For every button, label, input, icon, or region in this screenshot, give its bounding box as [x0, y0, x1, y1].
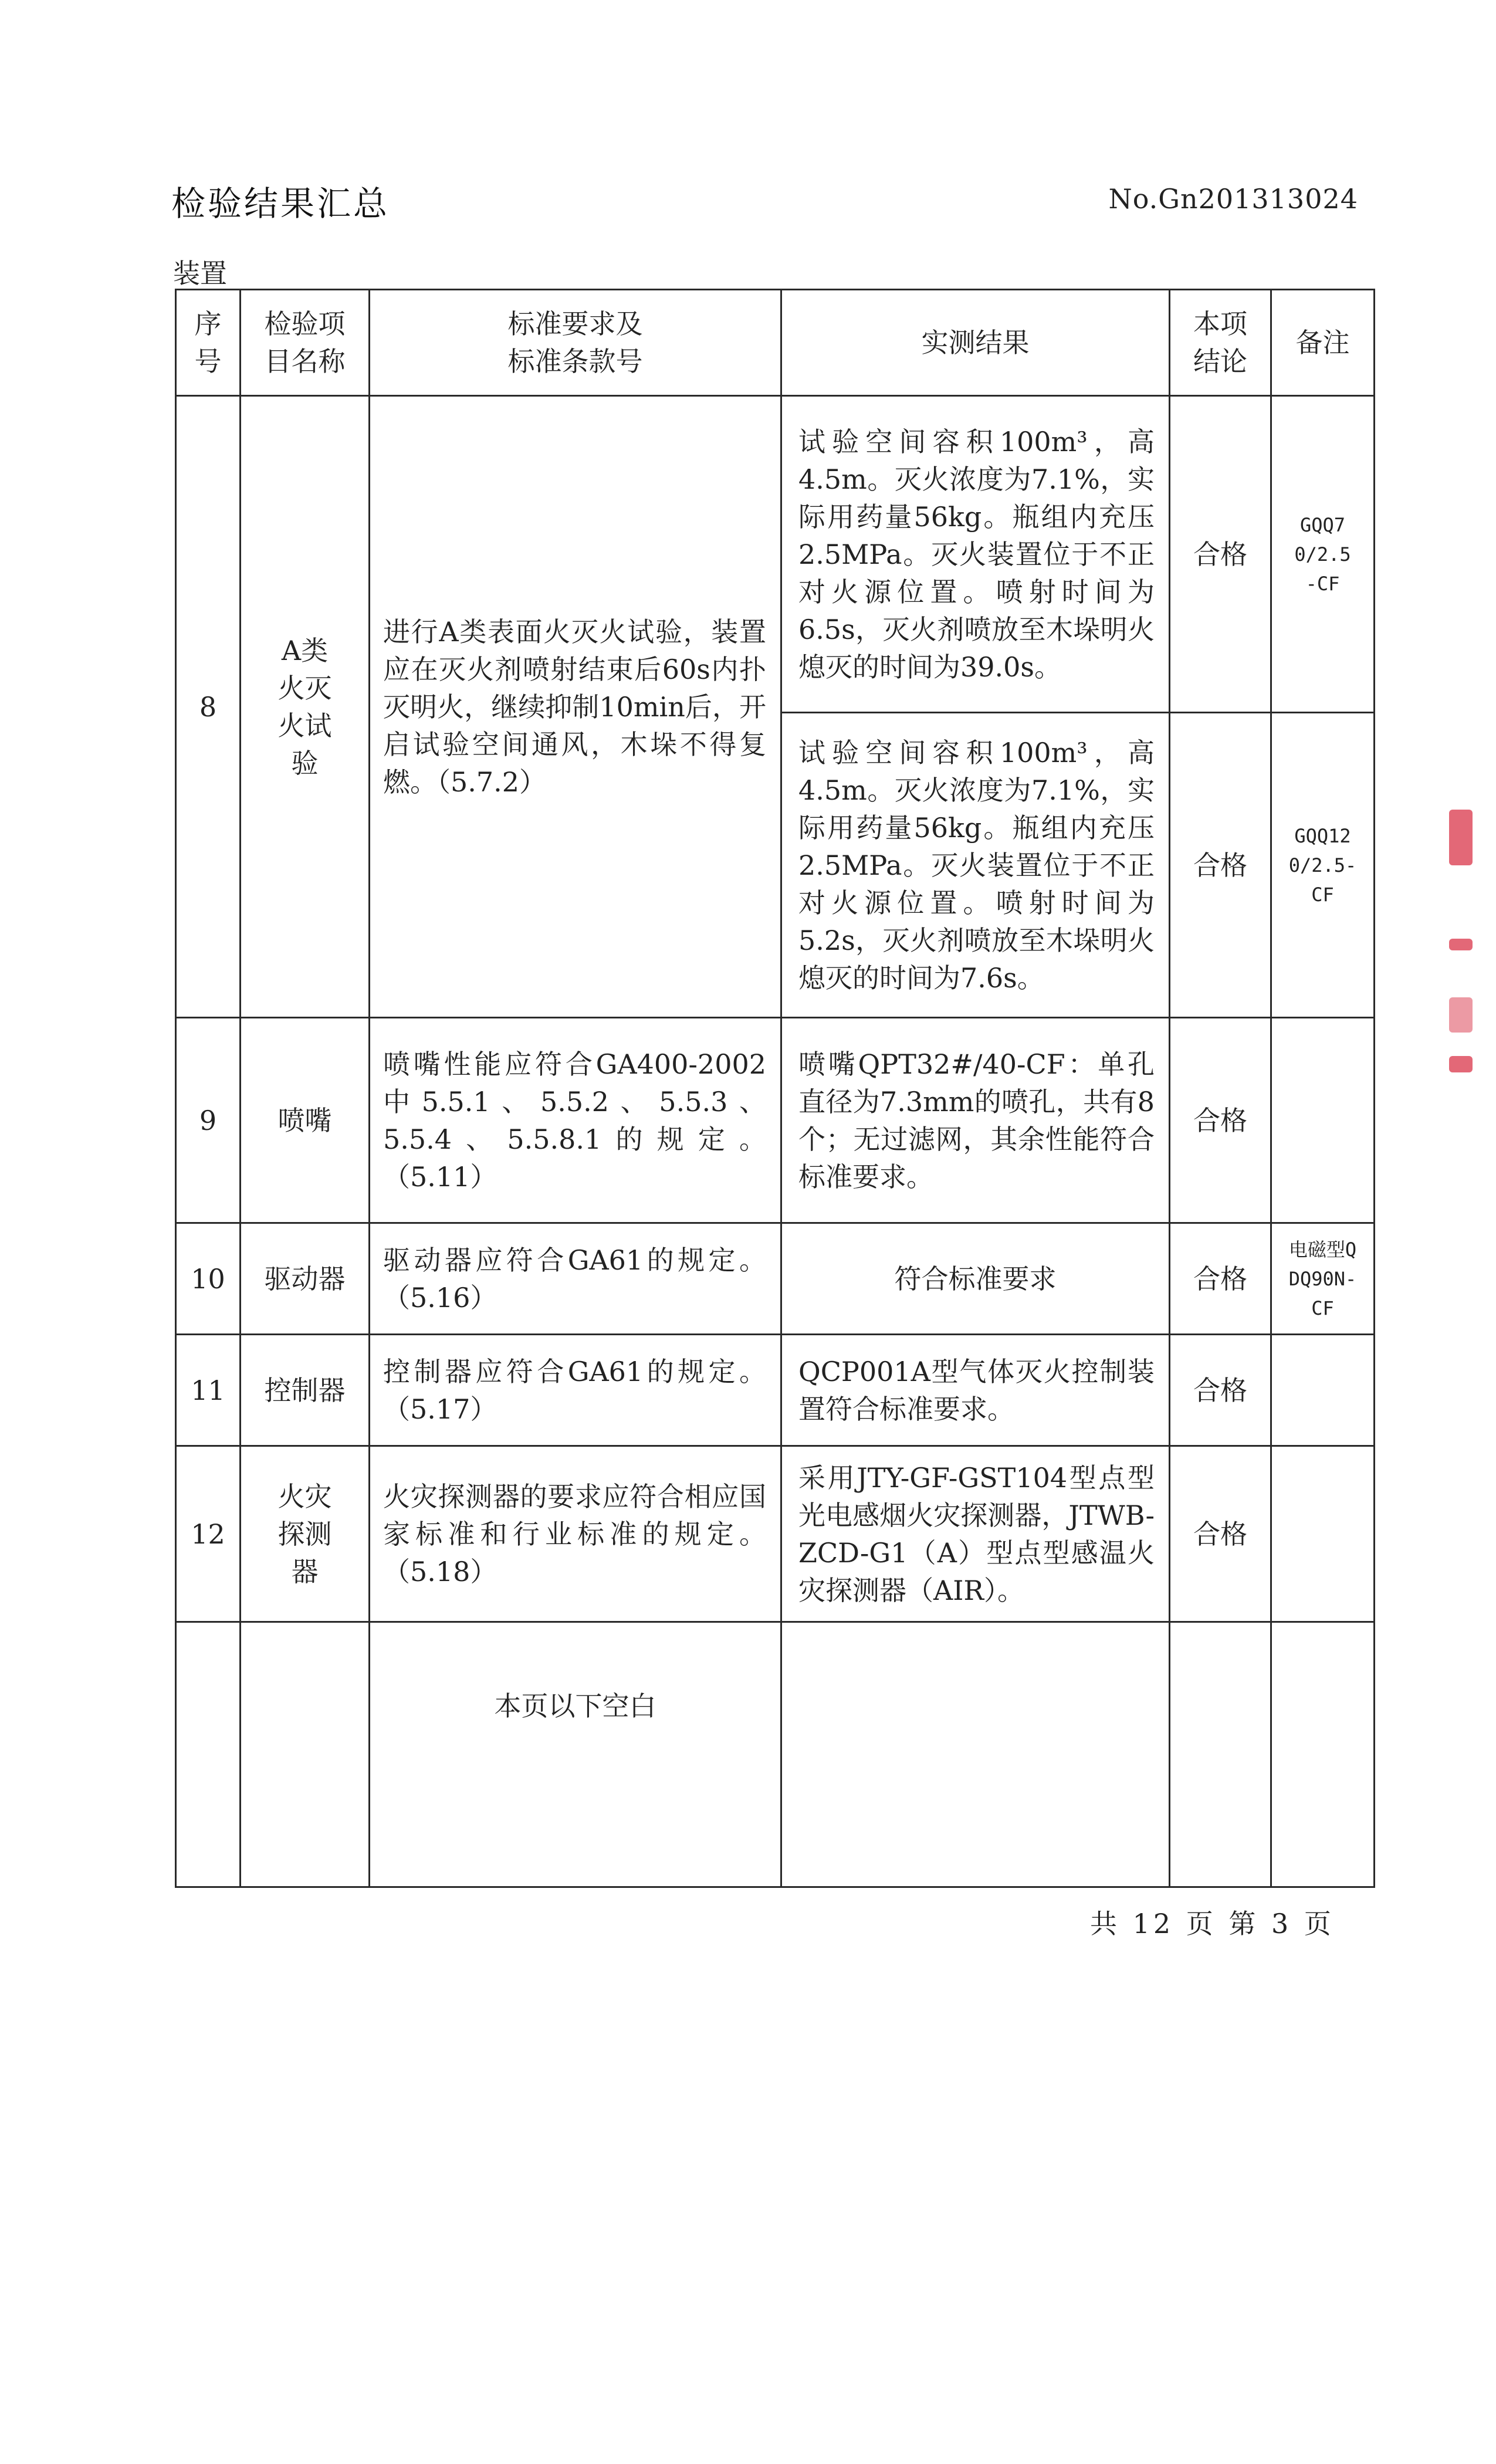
- result-text: 采用JTY-GF-GST104型点型光电感烟火灾探测器，JTWB-ZCD-G1（A）型点型感温火灾探测器（AIR）。: [781, 1446, 1170, 1622]
- document-number: No.Gn201313024: [1108, 183, 1358, 215]
- column-header-item: 检验项目名称: [241, 290, 370, 396]
- column-header-no: 序号: [176, 290, 241, 396]
- table-row: [176, 1223, 1375, 1335]
- seal-edge-mark: [1449, 997, 1473, 1033]
- conclusion: 合格: [1170, 1018, 1271, 1223]
- item-name: 控制器: [241, 1335, 370, 1446]
- result-text: 试验空间容积100m³，高4.5m。灭火浓度为7.1%，实际用药量56kg。瓶组内充压2.5MPa。灭火装置位于不正对火源位置。喷射时间为5.2s，灭火剂喷放至木垛明火熄灭的时间为7.6s。: [781, 713, 1170, 1018]
- conclusion: 合格: [1170, 713, 1271, 1018]
- remark: GQQ70/2.5-CF: [1271, 396, 1375, 713]
- seal-edge-mark: [1449, 1056, 1473, 1072]
- category-label: 装置: [173, 258, 227, 289]
- conclusion: 合格: [1170, 1223, 1271, 1335]
- item-name: A类火灭火试验: [241, 396, 370, 1018]
- requirement-text: 进行A类表面火灭火试验，装置应在灭火剂喷射结束后60s内扑灭明火，继续抑制10min后，开启试验空间通风，木垛不得复燃。（5.7.2）: [370, 396, 781, 1018]
- conclusion: 合格: [1170, 1446, 1271, 1622]
- row-number: 12: [176, 1446, 241, 1622]
- remark: [1271, 1018, 1375, 1223]
- item-name: 喷嘴: [241, 1018, 370, 1223]
- table-header-row: [176, 290, 1375, 396]
- remark: 电磁型QDQ90N-CF: [1271, 1223, 1375, 1335]
- column-header-conclusion: 本项结论: [1170, 290, 1271, 396]
- column-header-requirement: 标准要求及标准条款号: [370, 290, 781, 396]
- table-row: [176, 1018, 1375, 1223]
- result-text: 符合标准要求: [781, 1223, 1170, 1335]
- column-header-result: 实测结果: [781, 290, 1170, 396]
- remark: [1271, 1335, 1375, 1446]
- row-number: 11: [176, 1335, 241, 1446]
- table-row: [176, 1335, 1375, 1446]
- requirement-text: 喷嘴性能应符合GA400-2002中5.5.1、5.5.2、5.5.3、5.5.4、5.5.8.1的规定。（5.11）: [370, 1018, 781, 1223]
- row-number: 8: [176, 396, 241, 1018]
- blank-row: [176, 1622, 1375, 1887]
- result-text: QCP001A型气体灭火控制装置符合标准要求。: [781, 1335, 1170, 1446]
- remark: [1271, 1446, 1375, 1622]
- table-row: [176, 396, 1375, 713]
- report-title: 检验结果汇总: [171, 184, 390, 224]
- blank-below-notice: 本页以下空白: [370, 1622, 781, 1887]
- item-name: 火灾探测器: [241, 1446, 370, 1622]
- results-table: [175, 289, 1375, 1888]
- page-counter: 共 12 页 第 3 页: [1090, 1908, 1335, 1940]
- table-row: [176, 1446, 1375, 1622]
- conclusion: 合格: [1170, 396, 1271, 713]
- seal-edge-mark: [1449, 810, 1473, 865]
- result-text: 试验空间容积100m³，高4.5m。灭火浓度为7.1%，实际用药量56kg。瓶组内充压2.5MPa。灭火装置位于不正对火源位置。喷射时间为6.5s，灭火剂喷放至木垛明火熄灭的时间为39.0s。: [781, 396, 1170, 713]
- result-text: 喷嘴QPT32#/40-CF：单孔直径为7.3mm的喷孔，共有8个；无过滤网，其余性能符合标准要求。: [781, 1018, 1170, 1223]
- requirement-text: 驱动器应符合GA61的规定。（5.16）: [370, 1223, 781, 1335]
- seal-edge-mark: [1449, 939, 1473, 950]
- conclusion: 合格: [1170, 1335, 1271, 1446]
- requirement-text: 控制器应符合GA61的规定。（5.17）: [370, 1335, 781, 1446]
- row-number: 9: [176, 1018, 241, 1223]
- column-header-note: 备注: [1271, 290, 1375, 396]
- remark: GQQ120/2.5-CF: [1271, 713, 1375, 1018]
- item-name: 驱动器: [241, 1223, 370, 1335]
- row-number: 10: [176, 1223, 241, 1335]
- requirement-text: 火灾探测器的要求应符合相应国家标准和行业标准的规定。（5.18）: [370, 1446, 781, 1622]
